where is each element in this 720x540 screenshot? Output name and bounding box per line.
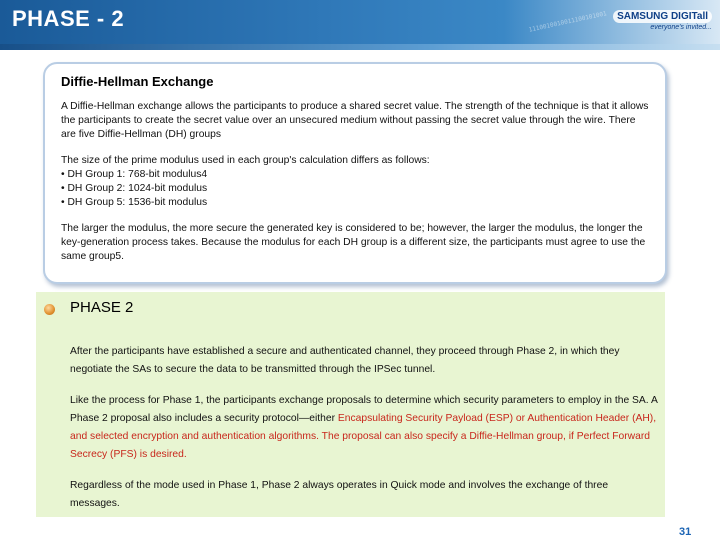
dh-group-item: • DH Group 2: 1024-bit modulus [61, 183, 208, 194]
phase2-text: Like the process for Phase 1, the participants exchange proposals to determine which security parameters to employ in the SA. A Phase 2 proposal also includes a security protocol—either [70, 395, 658, 424]
bullet-icon [44, 304, 55, 315]
phase2-paragraph: After the participants have established a secure and authenticated channel, they proceed through Phase 2, in which they negotiate the SAs to secure the data to be transmitted through the IPSec tunnel. [70, 346, 620, 375]
slide-title: PHASE - 2 [12, 6, 125, 31]
decorative-digits: 1110010010011100101001 [528, 10, 608, 34]
phase2-paragraph [70, 392, 660, 464]
dh-group-item: • DH Group 5: 1536-bit modulus [61, 197, 208, 208]
phase2-body [70, 343, 660, 526]
dh-group-item: • DH Group 1: 768-bit modulus4 [61, 169, 208, 180]
brand-name: SAMSUNG DIGITall [613, 10, 712, 23]
brand-logo [613, 10, 712, 31]
highlighted-text: Encapsulating Security Payload (ESP) or Authentication Header (AH), and selected encryption and authentication algorithms. The proposal can also specify a Diffie-Hellman group, if Perfect Forward Secrecy (PFS) is desired. [70, 413, 657, 460]
dh-groups-paragraph [61, 154, 649, 210]
callout-title: Diffie-Hellman Exchange [61, 74, 214, 89]
slide-header [0, 0, 720, 50]
dh-groups-intro: The size of the prime modulus used in each group's calculation differs as follows: [61, 155, 430, 166]
phase2-section [36, 292, 665, 517]
phase2-paragraph: Regardless of the mode used in Phase 1, Phase 2 always operates in Quick mode and involves the exchange of three messages. [70, 480, 609, 509]
phase2-title: PHASE 2 [70, 299, 134, 316]
brand-tagline: everyone's invited... [650, 24, 712, 31]
page-number: 31 [679, 526, 692, 538]
diffie-hellman-callout [43, 62, 667, 284]
callout-paragraph: The larger the modulus, the more secure the generated key is considered to be; however, the larger the modulus, the longer the key-generation process takes. Because the modulus for each DH group is a different size, the participants must agree to use the same group5. [61, 223, 646, 262]
header-band [0, 44, 720, 50]
callout-paragraph: A Diffie-Hellman exchange allows the participants to produce a shared secret value. The strength of the technique is that it allows the participants to create the secret value over an unsecured medium without passing the secret value through the wire. There are five Diffie-Hellman (DH) groups [61, 101, 649, 140]
